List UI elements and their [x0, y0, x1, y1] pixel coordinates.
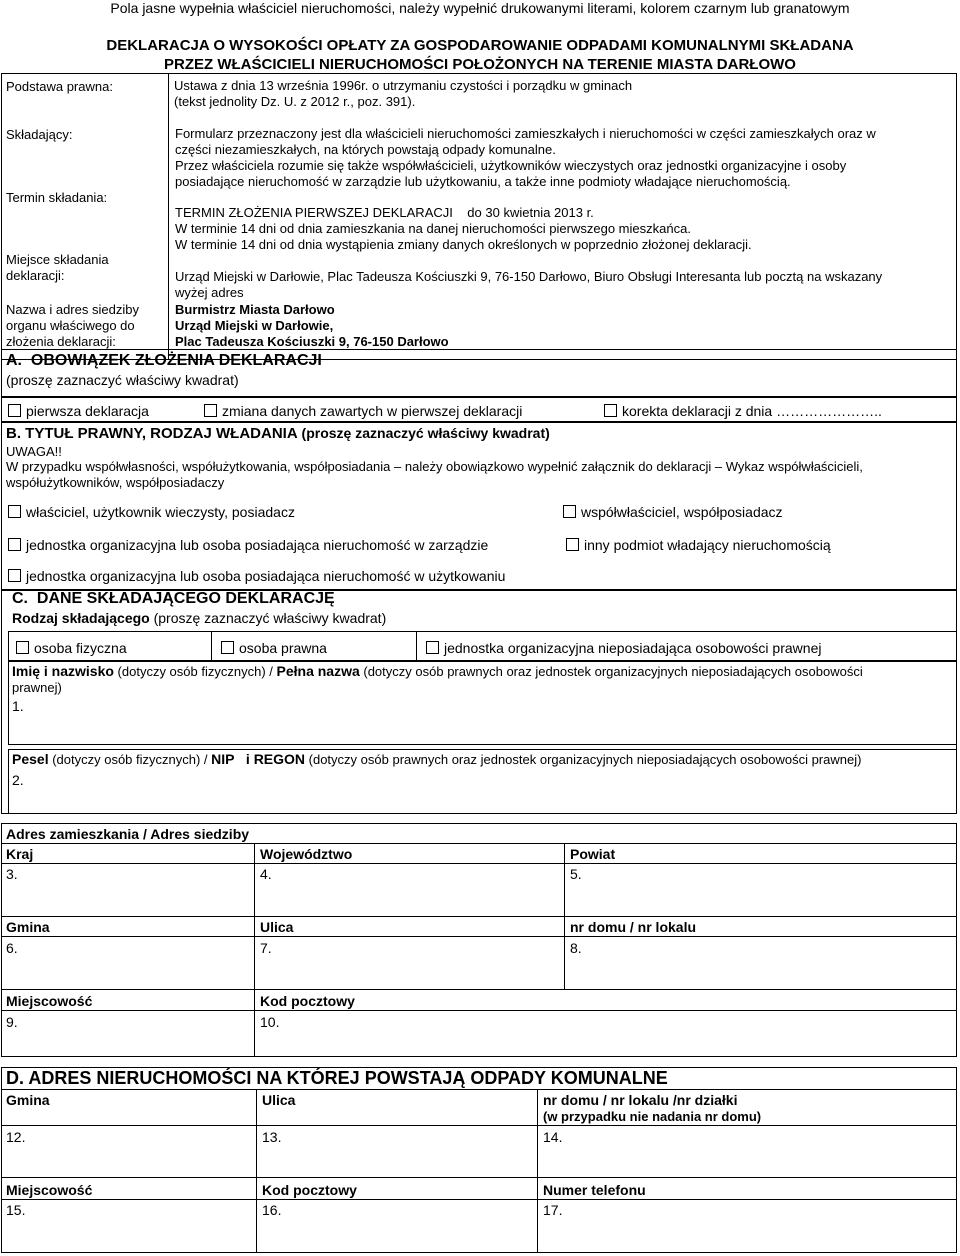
- rodzaj-label: Rodzaj składającego (proszę zaznaczyć właściwy kwadrat): [12, 610, 387, 626]
- termin-text-2: W terminie 14 dni od dnia zamieszkania na danej nieruchomości pierwszego mieszkańca.: [175, 221, 691, 236]
- section-b-note-2: współużytkowników, współposiadaczy: [6, 475, 225, 490]
- imie-label-cont: prawnej): [12, 680, 62, 695]
- skladajacy-text-1: Formularz przeznaczony jest dla właścicieli nieruchomości zamieszkałych i nieruchomości w części zamieszkałych oraz w: [175, 126, 876, 141]
- d-nr-input[interactable]: [538, 1126, 956, 1177]
- title-line-2: PRZEZ WŁAŚCICIELI NIERUCHOMOŚCI POŁOŻONYCH NA TERENIE MIASTA DARŁOWO: [164, 56, 796, 73]
- section-b-note-1: W przypadku współwłasności, współużytkowania, współposiadania – należy obowiązkowo wypełnić załącznik do deklaracji – Wykaz współwłaścicieli,: [6, 459, 863, 474]
- skladajacy-label: Składający:: [6, 127, 73, 142]
- organ-label-1: Nazwa i adres siedziby: [6, 302, 139, 317]
- nr-domu-label: nr domu / nr lokalu: [570, 919, 697, 935]
- podstawa-text-2: (tekst jednolity Dz. U. z 2012 r., poz. 391).: [174, 94, 416, 109]
- section-c-title: C. DANE SKŁADAJĄCEGO DEKLARACJĘ: [12, 590, 335, 607]
- d-nr-label: nr domu / nr lokalu /nr działki: [543, 1092, 738, 1108]
- opt-zmiana[interactable]: zmiana danych zawartych w pierwszej deklaracji: [204, 403, 522, 419]
- checkbox-inny-podmiot[interactable]: [566, 538, 579, 551]
- opt-wspolwlasciciel[interactable]: współwłaściciel, współposiadacz: [563, 504, 783, 520]
- kraj-label: Kraj: [6, 846, 34, 862]
- adres-title: Adres zamieszkania / Adres siedziby: [6, 826, 250, 842]
- ulica-input[interactable]: [255, 937, 564, 989]
- opt-korekta[interactable]: korekta deklaracji z dnia …………………..: [604, 403, 882, 419]
- checkbox-osoba-fizyczna[interactable]: [16, 641, 29, 654]
- podstawa-label: Podstawa prawna:: [6, 79, 113, 94]
- checkbox-zmiana[interactable]: [204, 404, 217, 417]
- title-line-1: DEKLARACJA O WYSOKOŚCI OPŁATY ZA GOSPODAROWANIE ODPADAMI KOMUNALNYMI SKŁADANA: [106, 37, 854, 54]
- field-number-1: 1.: [12, 698, 24, 714]
- miejsce-label-2: deklaracji:: [6, 268, 65, 283]
- skladajacy-text-2: części niezamieszkałych, na których powstają odpady komunalne.: [175, 142, 556, 157]
- field-number-6: 6.: [6, 940, 18, 956]
- checkbox-osoba-prawna[interactable]: [221, 641, 234, 654]
- d-gmina-label: Gmina: [6, 1092, 50, 1108]
- checkbox-pierwsza[interactable]: [8, 404, 21, 417]
- field-number-4: 4.: [260, 866, 272, 882]
- checkbox-jednostka[interactable]: [426, 641, 439, 654]
- powiat-input[interactable]: [565, 864, 956, 916]
- opt-uzytkowanie[interactable]: jednostka organizacyjna lub osoba posiadająca nieruchomość w użytkowaniu: [8, 568, 505, 584]
- wojewodztwo-label: Województwo: [260, 846, 353, 862]
- organ-text-3: Plac Tadeusza Kościuszki 9, 76-150 Darłowo: [175, 334, 449, 349]
- powiat-label: Powiat: [570, 846, 616, 862]
- miejscowosc-label: Miejscowość: [6, 993, 93, 1009]
- miejscowosc-input[interactable]: [2, 1011, 254, 1057]
- field-number-13: 13.: [262, 1129, 282, 1145]
- d-gmina-input[interactable]: [2, 1126, 256, 1177]
- organ-label-3: złożenia deklaracji:: [6, 334, 116, 349]
- podstawa-text-1: Ustawa z dnia 13 września 1996r. o utrzymaniu czystości i porządku w gminach: [174, 78, 633, 93]
- field-number-10: 10.: [260, 1014, 280, 1030]
- miejsce-text-2: wyżej adres: [175, 285, 244, 300]
- field-number-8: 8.: [570, 940, 582, 956]
- opt-zarzad[interactable]: jednostka organizacyjna lub osoba posiadająca nieruchomość w zarządzie: [8, 537, 488, 553]
- kod-pocztowy-input[interactable]: [255, 1011, 956, 1057]
- d-nr-note: (w przypadku nie nadania nr domu): [543, 1109, 762, 1124]
- organ-text-1: Burmistrz Miasta Darłowo: [175, 302, 335, 317]
- termin-text-1: TERMIN ZŁOŻENIA PIERWSZEJ DEKLARACJI do 30 kwietnia 2013 r.: [175, 205, 594, 220]
- field-number-5: 5.: [570, 866, 582, 882]
- field-number-2: 2.: [12, 772, 24, 788]
- opt-wlasciciel[interactable]: właściciel, użytkownik wieczysty, posiadacz: [8, 504, 295, 520]
- field-number-9: 9.: [6, 1014, 18, 1030]
- gmina-input[interactable]: [2, 937, 254, 989]
- termin-text-3: W terminie 14 dni od dnia wystąpienia zmiany danych określonych w poprzednio złożonej deklaracji.: [175, 237, 752, 252]
- miejsce-label-1: Miejsce składania: [6, 252, 109, 267]
- section-a-subtitle: (proszę zaznaczyć właściwy kwadrat): [6, 372, 239, 388]
- kraj-input[interactable]: [2, 864, 254, 916]
- skladajacy-text-4: posiadające nieruchomość w zarządzie lub użytkowaniu, a także inne podmioty władające nieruchomością.: [175, 174, 791, 189]
- opt-pierwsza[interactable]: pierwsza deklaracja: [8, 403, 149, 419]
- opt-inny-podmiot[interactable]: inny podmiot władający nieruchomością: [566, 537, 831, 553]
- imie-label: Imię i nazwisko (dotyczy osób fizycznych) / Pełna nazwa (dotyczy osób prawnych oraz jednostek organizacyjnych nieposiadających osobowości: [12, 663, 863, 679]
- field-number-7: 7.: [260, 940, 272, 956]
- opt-osoba-prawna[interactable]: osoba prawna: [221, 640, 327, 656]
- warning-label: UWAGA!!: [6, 444, 62, 459]
- wojewodztwo-input[interactable]: [255, 864, 564, 916]
- miejsce-text-1: Urząd Miejski w Darłowie, Plac Tadeusza Kościuszki 9, 76-150 Darłowo, Biuro Obsługi Interesanta lub pocztą na wskazany: [175, 269, 883, 284]
- opt-osoba-fizyczna[interactable]: osoba fizyczna: [16, 640, 127, 656]
- d-kod-pocztowy-input[interactable]: [257, 1200, 537, 1252]
- d-telefon-input[interactable]: [538, 1200, 956, 1252]
- checkbox-uzytkowanie[interactable]: [8, 569, 21, 582]
- nr-domu-input[interactable]: [565, 937, 956, 989]
- field-number-16: 16.: [262, 1202, 282, 1218]
- section-d-title: D. ADRES NIERUCHOMOŚCI NA KTÓREJ POWSTAJĄ ODPADY KOMUNALNE: [6, 1068, 668, 1088]
- checkbox-zarzad[interactable]: [8, 538, 21, 551]
- field-number-15: 15.: [6, 1202, 26, 1218]
- field-number-12: 12.: [6, 1129, 26, 1145]
- checkbox-korekta[interactable]: [604, 404, 617, 417]
- ulica-label: Ulica: [260, 919, 294, 935]
- instruction-text: Pola jasne wypełnia właściciel nieruchomości, należy wypełnić drukowanymi literami, kolorem czarnym lub granatowym: [110, 0, 850, 16]
- d-kod-pocztowy-label: Kod pocztowy: [262, 1182, 357, 1198]
- field-number-3: 3.: [6, 866, 18, 882]
- gmina-label: Gmina: [6, 919, 50, 935]
- organ-text-2: Urząd Miejski w Darłowie,: [175, 318, 334, 333]
- field-number-17: 17.: [543, 1202, 563, 1218]
- opt-jednostka[interactable]: jednostka organizacyjna nieposiadająca osobowości prawnej: [426, 640, 821, 656]
- pesel-label: Pesel (dotyczy osób fizycznych) / NIP i REGON (dotyczy osób prawnych oraz jednostek organizacyjnych nieposiadających osobowości prawnej): [12, 751, 862, 767]
- termin-label: Termin składania:: [6, 190, 108, 205]
- organ-label-2: organu właściwego do: [6, 318, 135, 333]
- d-miejscowosc-label: Miejscowość: [6, 1182, 93, 1198]
- d-telefon-label: Numer telefonu: [543, 1182, 646, 1198]
- section-b-title: B. TYTUŁ PRAWNY, RODZAJ WŁADANIA (proszę zaznaczyć właściwy kwadrat): [6, 425, 550, 442]
- section-a-title: A. OBOWIĄZEK ZŁOŻENIA DEKLARACJI: [6, 352, 322, 369]
- d-miejscowosc-input[interactable]: [2, 1200, 256, 1252]
- checkbox-wspolwlasciciel[interactable]: [563, 505, 576, 518]
- d-ulica-label: Ulica: [262, 1092, 296, 1108]
- skladajacy-text-3: Przez właściciela rozumie się także współwłaścicieli, użytkowników wieczystych oraz jednostki organizacyjne i osoby: [175, 158, 847, 173]
- d-ulica-input[interactable]: [257, 1126, 537, 1177]
- checkbox-wlasciciel[interactable]: [8, 505, 21, 518]
- kod-pocztowy-label: Kod pocztowy: [260, 993, 355, 1009]
- field-number-14: 14.: [543, 1129, 563, 1145]
